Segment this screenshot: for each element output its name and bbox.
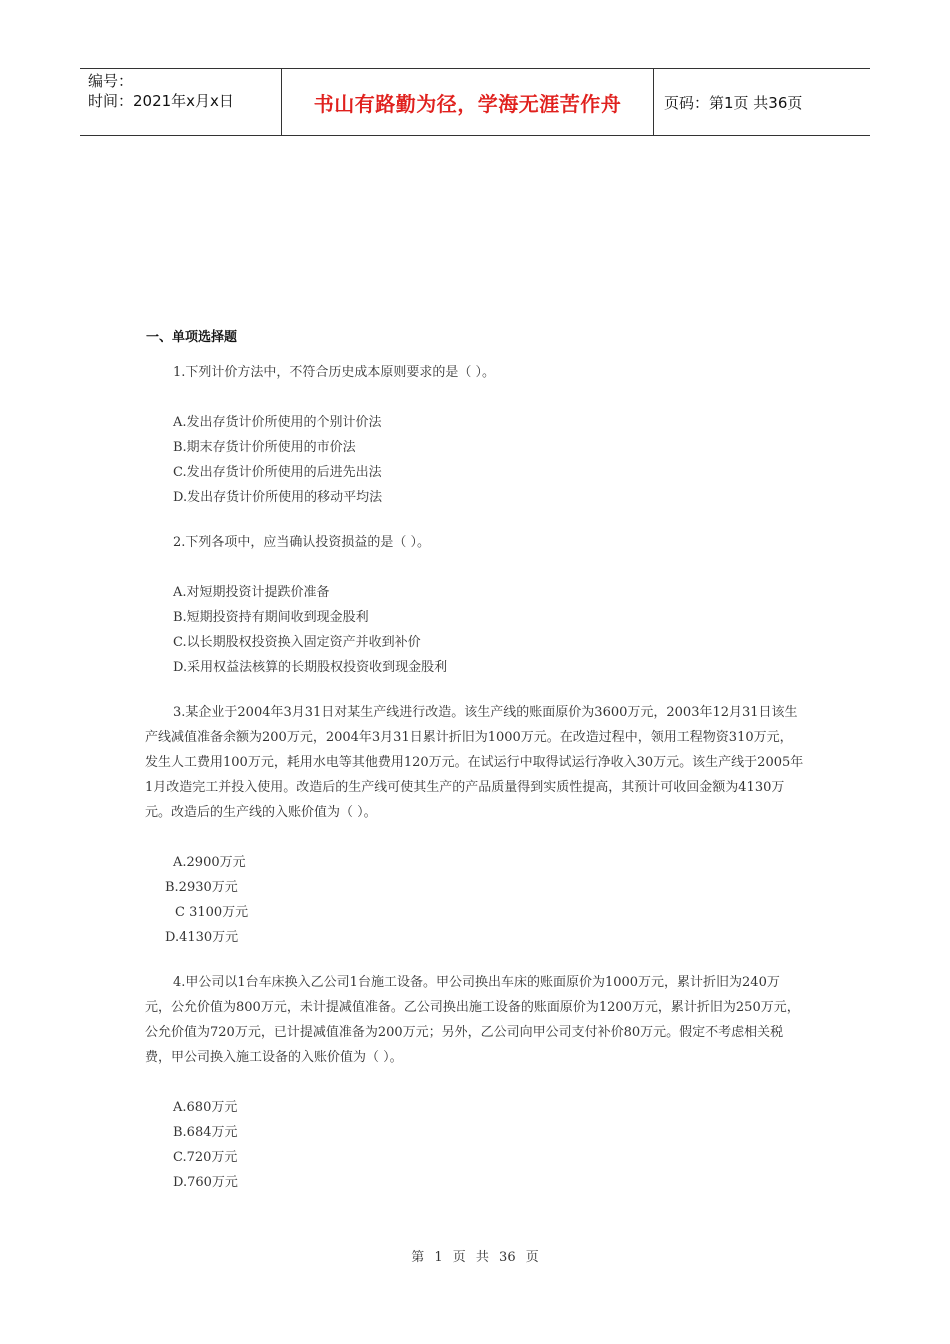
question-1-option-a: A.发出存货计价所使用的个别计价法: [173, 415, 382, 430]
question-2-option-d: D.采用权益法核算的长期股权投资收到现金股利: [173, 660, 448, 675]
question-1-option-d: D.发出存货计价所使用的移动平均法: [173, 490, 383, 505]
questions-body: [145, 360, 805, 1195]
question-1-option-c: C.发出存货计价所使用的后进先出法: [173, 465, 382, 480]
number-label: 编号：: [88, 72, 134, 90]
question-2-option-c: C.以长期股权投资换入固定资产并收到补价: [173, 635, 421, 650]
question-4-option-a: A.680万元: [173, 1100, 238, 1115]
header-motto: 书山有路勤为径，学海无涯苦作舟: [282, 69, 654, 135]
question-4-option-c: C.720万元: [173, 1150, 238, 1165]
question-3-stem: 3.某企业于2004年3月31日对某生产线进行改造。该生产线的账面原价为3600万元，2003年12月31日该生产线减值准备余额为200万元，2004年3月31日累计折旧为1000万元。在改造过程中，领用工程物资310万元，发生人工费用100万元，耗用水电等其他费用120万元。在试运行中取得试运行净收入30万元。该生产线于2005年1月改造完工并投入使用。改造后的生产线可使其生产的产品质量得到实质性提高，其预计可收回金额为4130万元。改造后的生产线的入账价值为（ ）。: [145, 705, 804, 820]
question-3-option-b: B.2930万元: [165, 880, 238, 895]
section-title: 一、单项选择题: [146, 330, 238, 345]
question-3-option-c: C 3100万元: [175, 905, 249, 920]
question-2-option-b: B.短期投资持有期间收到现金股利: [173, 610, 369, 625]
question-4-option-b: B.684万元: [173, 1125, 238, 1140]
question-2-stem: 2.下列各项中，应当确认投资损益的是（ ）。: [173, 535, 431, 550]
question-3-option-a: A.2900万元: [173, 855, 246, 870]
header-meta: [80, 69, 282, 135]
question-4-option-d: D.760万元: [173, 1175, 238, 1190]
question-1-stem: 1.下列计价方法中，不符合历史成本原则要求的是（ ）。: [173, 365, 496, 380]
question-1-options: [145, 410, 805, 510]
question-4-stem: 4.甲公司以1台车床换入乙公司1台施工设备。甲公司换出车床的账面原价为1000万元，累计折旧为240万元，公允价值为800万元，未计提减值准备。乙公司换出施工设备的账面原价为1200万元，累计折旧为250万元，公允价值为720万元，已计提减值准备为200万元；另外，乙公司向甲公司支付补价80万元。假定不考虑相关税费，甲公司换入施工设备的入账价值为（ ）。: [145, 975, 800, 1065]
question-2-option-a: A.对短期投资计提跌价准备: [173, 585, 330, 600]
question-3-option-d: D.4130万元: [165, 930, 239, 945]
question-1-option-b: B.期末存货计价所使用的市价法: [173, 440, 356, 455]
question-2-options: [145, 580, 805, 680]
question-3-options: [145, 850, 805, 950]
header-page-code: 页码：第1页 共36页: [664, 93, 803, 112]
question-4-options: [145, 1095, 805, 1195]
page-footer: 第 1 页 共 36 页: [411, 1250, 539, 1265]
time-label: 时间：2021年x月x日: [88, 92, 234, 110]
header-table: [80, 68, 870, 136]
